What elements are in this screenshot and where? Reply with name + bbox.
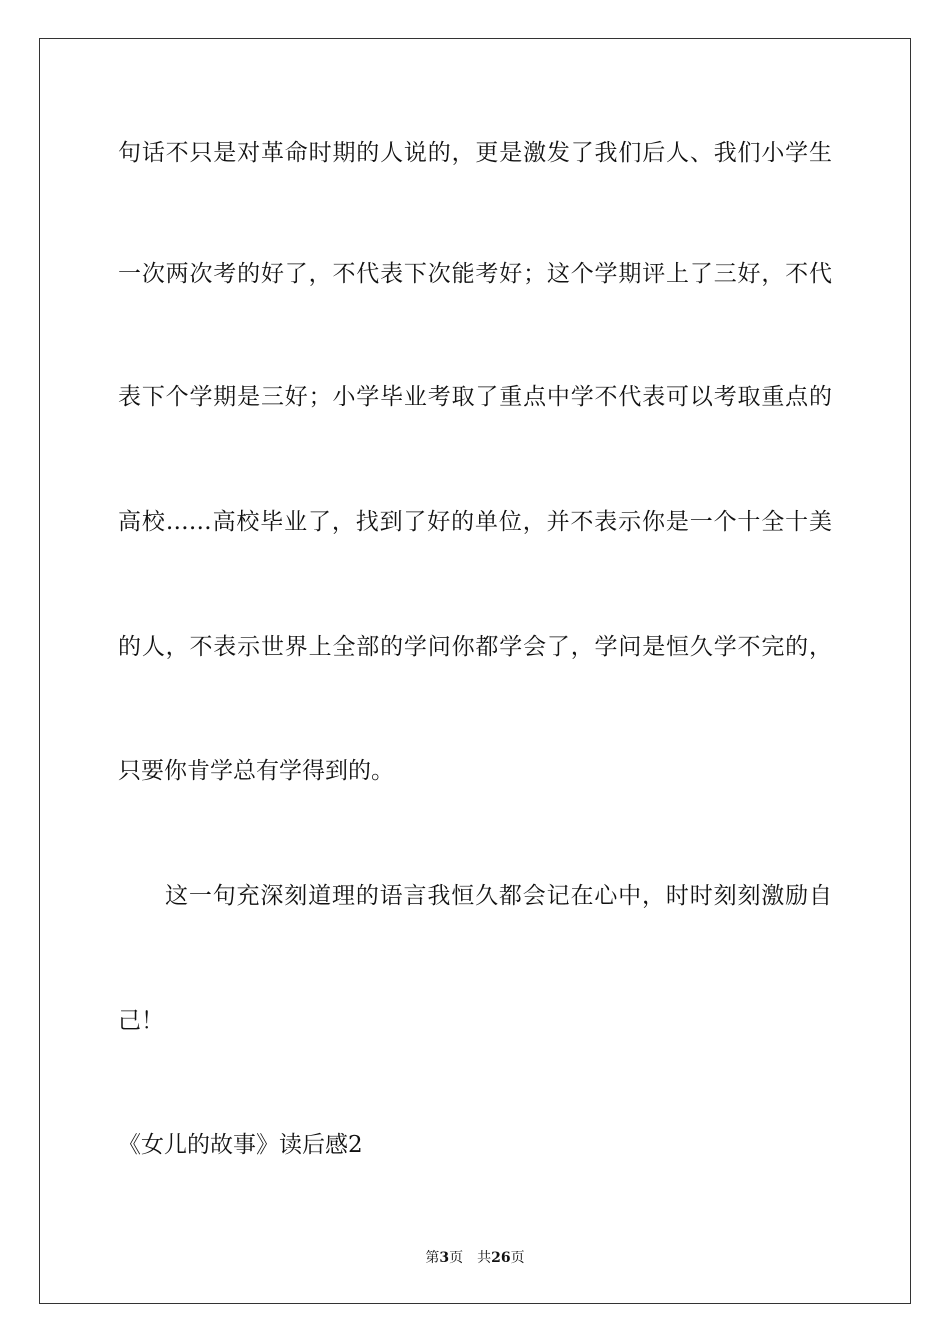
body-text-line: 表下个学期是三好；小学毕业考取了重点中学不代表可以考取重点的 — [118, 384, 832, 410]
footer-page-suffix: 页 — [449, 1250, 464, 1266]
page-border — [39, 38, 911, 1304]
body-text-line: 只要你肯学总有学得到的。 — [118, 758, 394, 784]
body-text-line-indented: 这一句充深刻道理的语言我恒久都会记在心中，时时刻刻激励自 — [165, 883, 832, 909]
body-text-line: 己！ — [118, 1008, 164, 1034]
footer-total-suffix: 页 — [510, 1250, 525, 1266]
page-footer — [0, 1249, 950, 1267]
body-text-line: 句话不只是对革命时期的人说的，更是激发了我们后人、我们小学生 — [118, 140, 832, 166]
footer-total-prefix: 共 — [477, 1250, 492, 1266]
footer-page-prefix: 第 — [425, 1250, 440, 1266]
footer-page-total: 26 — [491, 1250, 511, 1266]
body-text-line: 的人，不表示世界上全部的学问你都学会了，学问是恒久学不完的， — [118, 634, 832, 660]
footer-page-current: 3 — [439, 1250, 450, 1266]
body-text-line: 高校……高校毕业了，找到了好的单位，并不表示你是一个十全十美 — [118, 509, 832, 535]
section-heading: 《女儿的故事》读后感2 — [118, 1132, 363, 1158]
body-text-line: 一次两次考的好了，不代表下次能考好；这个学期评上了三好，不代 — [118, 261, 832, 287]
